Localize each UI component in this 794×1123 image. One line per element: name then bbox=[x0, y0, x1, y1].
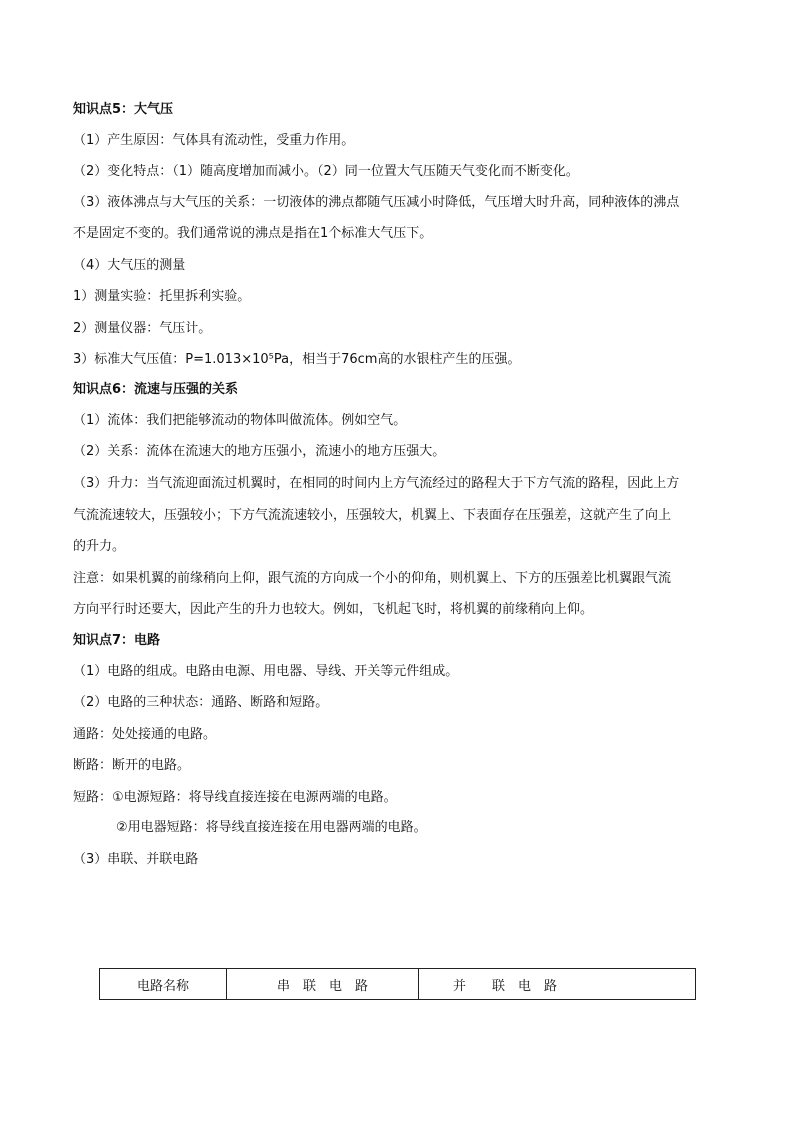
paragraph-line: 短路：①电源短路：将导线直接连接在电源两端的电路。 bbox=[73, 790, 397, 805]
paragraph-line: 3）标准大气压值：P=1.013×10⁵Pa，相当于76cm高的水银柱产生的压强。 bbox=[73, 352, 521, 367]
table-header-cell: 串 联 电 路 bbox=[227, 969, 419, 1000]
paragraph-line: 气流流速较大，压强较小；下方气流流速较小，压强较大，机翼上、下表面存在压强差，这就产生了向上 bbox=[73, 508, 672, 523]
paragraph-line: 1）测量实验：托里拆利实验。 bbox=[73, 289, 251, 304]
paragraph-line: （3）液体沸点与大气压的关系：一切液体的沸点都随气压减小时降低，气压增大时升高，同种液体的沸点 bbox=[73, 195, 680, 210]
table-header-cell: 并 联 电 路 bbox=[419, 969, 696, 1000]
paragraph-line: （2）变化特点：（1）随高度增加而减小。（2）同一位置大气压随天气变化而不断变化。 bbox=[73, 164, 579, 179]
paragraph-line: （3）升力：当气流迎面流过机翼时，在相同的时间内上方气流经过的路程大于下方气流的路程，因此上方 bbox=[73, 476, 680, 491]
paragraph-line: 的升力。 bbox=[73, 539, 126, 554]
paragraph-line: （3）串联、并联电路 bbox=[73, 852, 199, 867]
paragraph-line: （1）流体：我们把能够流动的物体叫做流体。例如空气。 bbox=[73, 413, 407, 428]
paragraph-line: 不是固定不变的。我们通常说的沸点是指在1个标准大气压下。 bbox=[73, 226, 433, 241]
paragraph-line: 断路：断开的电路。 bbox=[73, 758, 191, 773]
table-header-cell: 电路名称 bbox=[100, 969, 227, 1000]
paragraph-line: （1）产生原因：气体具有流动性，受重力作用。 bbox=[73, 133, 355, 148]
note-line: 注意：如果机翼的前缘稍向上仰，跟气流的方向成一个小的仰角，则机翼上、下方的压强差比机翼跟气流 bbox=[73, 571, 672, 586]
paragraph-line: 2）测量仪器：气压计。 bbox=[73, 321, 212, 336]
table-header-row bbox=[100, 969, 696, 1000]
paragraph-line: （2）电路的三种状态：通路、断路和短路。 bbox=[73, 695, 329, 710]
section-title-k7: 知识点7：电路 bbox=[73, 633, 161, 648]
paragraph-line: （1）电路的组成。电路由电源、用电器、导线、开关等元件组成。 bbox=[73, 664, 459, 679]
paragraph-line: （2）关系：流体在流速大的地方压强小，流速小的地方压强大。 bbox=[73, 444, 446, 459]
section-title-k5: 知识点5：大气压 bbox=[73, 102, 174, 117]
section-title-k6: 知识点6：流速与压强的关系 bbox=[73, 382, 239, 397]
paragraph-line: （4）大气压的测量 bbox=[73, 258, 186, 273]
circuit-comparison-table bbox=[99, 968, 696, 1000]
paragraph-line: ②用电器短路：将导线直接连接在用电器两端的电路。 bbox=[116, 820, 427, 835]
paragraph-line: 通路：处处接通的电路。 bbox=[73, 727, 217, 742]
note-line: 方向平行时还要大，因此产生的升力也较大。例如，飞机起飞时，将机翼的前缘稍向上仰。 bbox=[73, 602, 594, 617]
